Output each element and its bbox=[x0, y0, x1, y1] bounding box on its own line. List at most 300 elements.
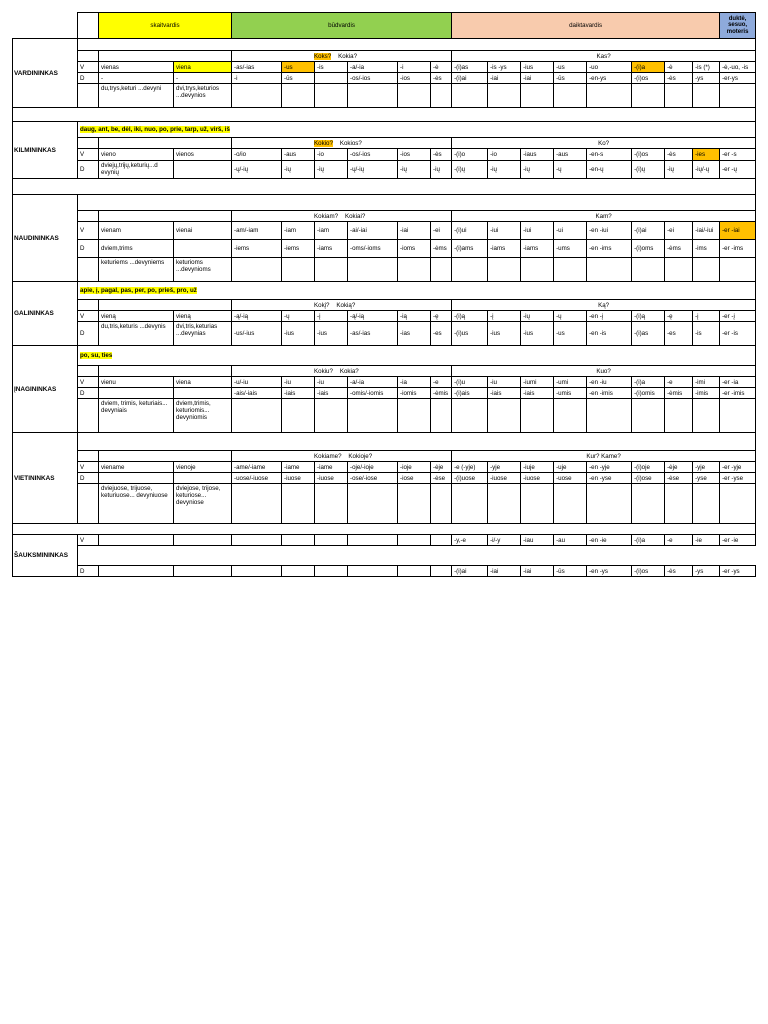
table-cell bbox=[348, 484, 398, 524]
case-name: KILMININKAS bbox=[13, 122, 78, 179]
header-extra: duktė, sesuo, moteris bbox=[720, 13, 756, 39]
table-cell bbox=[99, 451, 232, 462]
daiktavardis-ending: -(i)ai bbox=[452, 73, 488, 84]
daiktavardis-ending: -ę bbox=[665, 311, 693, 322]
number-label: D bbox=[78, 73, 99, 84]
table-cell bbox=[78, 195, 756, 211]
budvardis-ending: -us/-ius bbox=[232, 322, 282, 346]
daiktavardis-ending: -er -is bbox=[720, 322, 756, 346]
daiktavardis-ending: -iai bbox=[488, 566, 521, 577]
table-cell bbox=[521, 484, 554, 524]
skaitvardis-plural-f: dviejose, trijose, keturiose... devyniose bbox=[174, 484, 232, 524]
table-cell bbox=[232, 258, 282, 282]
skaitvardis-m: vienu bbox=[99, 377, 174, 388]
table-cell bbox=[78, 138, 99, 149]
skaitvardis-f bbox=[174, 240, 232, 258]
prepositions bbox=[78, 346, 756, 366]
daiktavardis-ending: -iumi bbox=[521, 377, 554, 388]
table-cell bbox=[315, 484, 348, 524]
daiktavardis-ending: -iai bbox=[488, 73, 521, 84]
table-cell bbox=[13, 108, 756, 122]
daiktavardis-ending: -er -s bbox=[720, 149, 756, 161]
budvardis-ending: -omis/-iomis bbox=[348, 388, 398, 399]
budvardis-ending: -us bbox=[282, 62, 315, 73]
daiktavardis-ending: -i/-y bbox=[488, 535, 521, 546]
table-cell bbox=[348, 84, 398, 108]
daiktavardis-ending: -er -yje bbox=[720, 462, 756, 473]
table-cell bbox=[78, 211, 99, 222]
skaitvardis-m bbox=[99, 388, 174, 399]
skaitvardis-plural-f: dviem,trimis, keturiomis... devyniomis bbox=[174, 399, 232, 433]
daiktavardis-ending: -en -ie bbox=[587, 535, 632, 546]
budvardis-ending: -io bbox=[315, 149, 348, 161]
table-cell bbox=[232, 399, 282, 433]
table-cell bbox=[720, 484, 756, 524]
daiktavardis-ending: -(i)a bbox=[632, 535, 665, 546]
budvardis-ending: -i bbox=[232, 73, 282, 84]
table-cell bbox=[282, 258, 315, 282]
daiktavardis-ending: -(i)omis bbox=[632, 388, 665, 399]
table-cell bbox=[232, 566, 282, 577]
question-2: Kokioje? bbox=[348, 452, 373, 460]
question-daiktavardis: Kam? bbox=[452, 211, 756, 222]
budvardis-ending: -ią bbox=[398, 311, 431, 322]
table-cell bbox=[78, 13, 99, 39]
budvardis-ending: -ėmis bbox=[431, 388, 452, 399]
budvardis-ending: -es bbox=[431, 322, 452, 346]
table-cell bbox=[282, 566, 315, 577]
daiktavardis-ending: -ius bbox=[521, 322, 554, 346]
table-cell bbox=[431, 84, 452, 108]
budvardis-ending: -aus bbox=[282, 149, 315, 161]
skaitvardis-m: vieno bbox=[99, 149, 174, 161]
budvardis-ending: -ės bbox=[431, 149, 452, 161]
table-cell bbox=[452, 84, 488, 108]
question-1: Kokiu? bbox=[314, 367, 333, 375]
table-cell bbox=[488, 258, 521, 282]
budvardis-ending: -os/-ios bbox=[348, 73, 398, 84]
daiktavardis-ending: -ys bbox=[693, 566, 720, 577]
budvardis-ending: -ėje bbox=[431, 462, 452, 473]
table-cell bbox=[13, 524, 756, 535]
daiktavardis-ending: -us bbox=[554, 322, 587, 346]
number-label: D bbox=[78, 161, 99, 179]
daiktavardis-ending: -(i)ai bbox=[452, 566, 488, 577]
daiktavardis-ending: -ims bbox=[693, 240, 720, 258]
skaitvardis-plural-m: dviem, trimis, keturiais... devyniais bbox=[99, 399, 174, 433]
budvardis-ending: -is bbox=[315, 62, 348, 73]
table-cell bbox=[78, 484, 99, 524]
budvardis-ending: -iais bbox=[282, 388, 315, 399]
table-cell bbox=[720, 84, 756, 108]
header-skaitvardis: skaitvardis bbox=[99, 13, 232, 39]
budvardis-ending: -iu bbox=[315, 377, 348, 388]
prepositions bbox=[78, 282, 756, 300]
budvardis-ending: -as/-ias bbox=[348, 322, 398, 346]
table-cell bbox=[720, 258, 756, 282]
skaitvardis-plural-m: dviejuose, trijuose, keturiuose... devyniuose bbox=[99, 484, 174, 524]
table-cell bbox=[232, 84, 282, 108]
daiktavardis-ending: -(i)as bbox=[632, 322, 665, 346]
table-cell bbox=[78, 258, 99, 282]
daiktavardis-ending: -(i)ais bbox=[452, 388, 488, 399]
budvardis-ending: -ios bbox=[398, 73, 431, 84]
case-name: GALININKAS bbox=[13, 282, 78, 346]
table-cell bbox=[398, 258, 431, 282]
table-cell bbox=[693, 258, 720, 282]
daiktavardis-ending: -er -į bbox=[720, 311, 756, 322]
table-cell bbox=[78, 399, 99, 433]
budvardis-ending: -ias bbox=[398, 322, 431, 346]
table-cell bbox=[99, 138, 232, 149]
daiktavardis-ending: -ių bbox=[521, 311, 554, 322]
daiktavardis-ending: -ei bbox=[665, 222, 693, 240]
question-2: Kokia? bbox=[338, 52, 358, 60]
daiktavardis-ending: -e (-yje) bbox=[452, 462, 488, 473]
daiktavardis-ending: -(i)ą bbox=[632, 311, 665, 322]
budvardis-ending: -a/-ia bbox=[348, 62, 398, 73]
daiktavardis-ending: -į bbox=[693, 311, 720, 322]
daiktavardis-ending: -er -imis bbox=[720, 388, 756, 399]
budvardis-ending: -iame bbox=[282, 462, 315, 473]
skaitvardis-m: du,tris,keturis ...devynis bbox=[99, 322, 174, 346]
table-cell bbox=[431, 258, 452, 282]
budvardis-ending: -ių bbox=[315, 161, 348, 179]
daiktavardis-ending: -en-s bbox=[587, 149, 632, 161]
skaitvardis-f: vieną bbox=[174, 311, 232, 322]
case-name: VIETININKAS bbox=[13, 433, 78, 524]
daiktavardis-ending: -ė,-uo, -is bbox=[720, 62, 756, 73]
table-cell bbox=[78, 39, 756, 51]
daiktavardis-ending: -iams bbox=[521, 240, 554, 258]
budvardis-ending: -ų/-ių bbox=[348, 161, 398, 179]
question-1: Koks? bbox=[314, 52, 332, 60]
budvardis-ending: -ėse bbox=[431, 473, 452, 484]
budvardis-ending: -į bbox=[315, 311, 348, 322]
question-daiktavardis: Kur? Kame? bbox=[452, 451, 756, 462]
skaitvardis-f: viena bbox=[174, 377, 232, 388]
budvardis-ending: -iose bbox=[398, 473, 431, 484]
budvardis-ending: -iu bbox=[282, 377, 315, 388]
question-2: Kokią? bbox=[336, 301, 356, 309]
daiktavardis-ending: -ūs bbox=[554, 566, 587, 577]
daiktavardis-ending: -en -imis bbox=[587, 388, 632, 399]
table-cell bbox=[632, 399, 665, 433]
declension-sheet bbox=[12, 12, 755, 577]
budvardis-ending: -o/io bbox=[232, 149, 282, 161]
daiktavardis-ending: -iuje bbox=[521, 462, 554, 473]
daiktavardis-ending: -(i)us bbox=[452, 322, 488, 346]
table-cell bbox=[632, 258, 665, 282]
skaitvardis-plural-f: keturioms ...devynioms bbox=[174, 258, 232, 282]
daiktavardis-ending: -imis bbox=[693, 388, 720, 399]
number-label: V bbox=[78, 462, 99, 473]
daiktavardis-ending: -(i)oms bbox=[632, 240, 665, 258]
budvardis-ending: -ą/-ią bbox=[348, 311, 398, 322]
budvardis-ending: -oje/-ioje bbox=[348, 462, 398, 473]
daiktavardis-ending: -uose bbox=[554, 473, 587, 484]
table-cell bbox=[720, 399, 756, 433]
daiktavardis-ending: -iams bbox=[488, 240, 521, 258]
budvardis-ending: -iam bbox=[315, 222, 348, 240]
budvardis-ending: -ę bbox=[431, 311, 452, 322]
question-1: Kokį? bbox=[314, 301, 330, 309]
skaitvardis-m: vieną bbox=[99, 311, 174, 322]
daiktavardis-ending: -us bbox=[554, 62, 587, 73]
table-cell bbox=[13, 179, 756, 195]
skaitvardis-m: - bbox=[99, 73, 174, 84]
table-cell bbox=[665, 399, 693, 433]
table-cell bbox=[398, 566, 431, 577]
number-label: D bbox=[78, 240, 99, 258]
daiktavardis-ending: -ie bbox=[693, 535, 720, 546]
daiktavardis-ending: -e bbox=[665, 535, 693, 546]
budvardis-ending: -iuose bbox=[282, 473, 315, 484]
daiktavardis-ending: -(i)uose bbox=[452, 473, 488, 484]
question-daiktavardis: Ką? bbox=[452, 300, 756, 311]
table-cell bbox=[431, 484, 452, 524]
skaitvardis-plural-f: dvi,trys,keturios ...devynios bbox=[174, 84, 232, 108]
skaitvardis-f: vienos bbox=[174, 149, 232, 161]
daiktavardis-ending: -es bbox=[665, 322, 693, 346]
table-cell bbox=[587, 399, 632, 433]
daiktavardis-ending: -yje bbox=[488, 462, 521, 473]
daiktavardis-ending: -ūs bbox=[554, 73, 587, 84]
table-cell bbox=[665, 84, 693, 108]
skaitvardis-plural-m: du,trys,keturi ...devyni bbox=[99, 84, 174, 108]
daiktavardis-ending: -uo bbox=[587, 62, 632, 73]
daiktavardis-ending: -(i)os bbox=[632, 73, 665, 84]
question-budvardis bbox=[232, 300, 452, 311]
daiktavardis-ending: -en -ims bbox=[587, 240, 632, 258]
daiktavardis-ending: -y,-e bbox=[452, 535, 488, 546]
table-cell bbox=[282, 84, 315, 108]
daiktavardis-ending: -is bbox=[693, 322, 720, 346]
budvardis-ending: -e bbox=[431, 377, 452, 388]
table-cell bbox=[554, 484, 587, 524]
daiktavardis-ending: -umi bbox=[554, 377, 587, 388]
daiktavardis-ending: -en -iui bbox=[587, 222, 632, 240]
daiktavardis-ending: -ės bbox=[665, 149, 693, 161]
budvardis-ending: -ūs bbox=[282, 73, 315, 84]
case-name: ĮNAGININKAS bbox=[13, 346, 78, 433]
table-cell bbox=[554, 399, 587, 433]
budvardis-ending: -ių bbox=[398, 161, 431, 179]
number-label: D bbox=[78, 473, 99, 484]
table-cell bbox=[315, 566, 348, 577]
daiktavardis-ending: -er-ys bbox=[720, 73, 756, 84]
table-cell bbox=[431, 399, 452, 433]
budvardis-ending: -iais bbox=[315, 388, 348, 399]
daiktavardis-ending: -iuose bbox=[488, 473, 521, 484]
budvardis-ending: -ė bbox=[431, 62, 452, 73]
skaitvardis-m: vienam bbox=[99, 222, 174, 240]
budvardis-ending: -a/-ia bbox=[348, 377, 398, 388]
budvardis-ending: -ei bbox=[431, 222, 452, 240]
budvardis-ending: -iomis bbox=[398, 388, 431, 399]
budvardis-ending: -ėms bbox=[431, 240, 452, 258]
daiktavardis-ending: -ė bbox=[665, 62, 693, 73]
skaitvardis-f bbox=[174, 388, 232, 399]
daiktavardis-ending: -en -iu bbox=[587, 377, 632, 388]
budvardis-ending: -ios bbox=[398, 149, 431, 161]
daiktavardis-ending: -ėje bbox=[665, 462, 693, 473]
table-cell bbox=[315, 84, 348, 108]
daiktavardis-ending: -er -ys bbox=[720, 566, 756, 577]
skaitvardis-f bbox=[174, 473, 232, 484]
skaitvardis-f: viena bbox=[174, 62, 232, 73]
table-cell bbox=[632, 484, 665, 524]
skaitvardis-f: vienoje bbox=[174, 462, 232, 473]
daiktavardis-ending: -aus bbox=[554, 149, 587, 161]
daiktavardis-ending: -ės bbox=[665, 566, 693, 577]
skaitvardis-f bbox=[174, 161, 232, 179]
question-1: Kokiam? bbox=[314, 212, 339, 220]
question-1: Kokiame? bbox=[314, 452, 342, 460]
table-cell bbox=[587, 84, 632, 108]
budvardis-ending: -ia bbox=[398, 377, 431, 388]
number-label: D bbox=[78, 388, 99, 399]
budvardis-ending: -ą/-ią bbox=[232, 311, 282, 322]
declension-table bbox=[12, 12, 756, 577]
number-label: D bbox=[78, 322, 99, 346]
daiktavardis-ending: -en -is bbox=[587, 322, 632, 346]
number-label: V bbox=[78, 222, 99, 240]
table-cell bbox=[78, 451, 99, 462]
daiktavardis-ending: -io bbox=[488, 149, 521, 161]
daiktavardis-ending: -ės bbox=[665, 73, 693, 84]
table-cell bbox=[632, 84, 665, 108]
daiktavardis-ending: -iuose bbox=[521, 473, 554, 484]
table-cell bbox=[348, 399, 398, 433]
table-cell bbox=[99, 300, 232, 311]
table-cell bbox=[315, 399, 348, 433]
daiktavardis-ending: -(i)u bbox=[452, 377, 488, 388]
daiktavardis-ending: -(i)a bbox=[632, 62, 665, 73]
daiktavardis-ending: -(i)o bbox=[452, 149, 488, 161]
daiktavardis-ending: -ies bbox=[693, 149, 720, 161]
budvardis-ending: -ių bbox=[431, 161, 452, 179]
question-2: Kokia? bbox=[339, 367, 359, 375]
question-daiktavardis: Kas? bbox=[452, 51, 756, 62]
number-label: V bbox=[78, 311, 99, 322]
budvardis-ending: -ioje bbox=[398, 462, 431, 473]
question-daiktavardis: Ko? bbox=[452, 138, 756, 149]
table-cell bbox=[398, 84, 431, 108]
table-cell bbox=[232, 535, 282, 546]
table-cell bbox=[521, 84, 554, 108]
daiktavardis-ending: -(i)os bbox=[632, 566, 665, 577]
daiktavardis-ending: -(i)ą bbox=[452, 311, 488, 322]
daiktavardis-ending: -umis bbox=[554, 388, 587, 399]
question-daiktavardis: Kuo? bbox=[452, 366, 756, 377]
daiktavardis-ending: -au bbox=[554, 535, 587, 546]
daiktavardis-ending: -į bbox=[488, 311, 521, 322]
table-cell bbox=[587, 258, 632, 282]
daiktavardis-ending: -er -ie bbox=[720, 535, 756, 546]
budvardis-ending: -iai bbox=[398, 222, 431, 240]
question-budvardis bbox=[232, 51, 452, 62]
daiktavardis-ending: -ių bbox=[665, 161, 693, 179]
daiktavardis-ending: -er -ims bbox=[720, 240, 756, 258]
daiktavardis-ending: -en -į bbox=[587, 311, 632, 322]
daiktavardis-ending: -yje bbox=[693, 462, 720, 473]
daiktavardis-ending: -en -yje bbox=[587, 462, 632, 473]
daiktavardis-ending: -er -ia bbox=[720, 377, 756, 388]
budvardis-ending: -iams bbox=[315, 240, 348, 258]
budvardis-ending: -ais/-iais bbox=[232, 388, 282, 399]
table-cell bbox=[78, 366, 99, 377]
case-name: NAUDININKAS bbox=[13, 195, 78, 282]
daiktavardis-ending: -iau bbox=[521, 535, 554, 546]
daiktavardis-ending: -ius bbox=[521, 62, 554, 73]
budvardis-ending: -ame/-iame bbox=[232, 462, 282, 473]
daiktavardis-ending: -ų bbox=[554, 311, 587, 322]
daiktavardis-ending: -iai bbox=[521, 566, 554, 577]
daiktavardis-ending: -iaus bbox=[521, 149, 554, 161]
table-cell bbox=[452, 258, 488, 282]
daiktavardis-ending: -ėmis bbox=[665, 388, 693, 399]
daiktavardis-ending: -en-ų bbox=[587, 161, 632, 179]
table-cell bbox=[282, 484, 315, 524]
budvardis-ending: -ų/-ių bbox=[232, 161, 282, 179]
daiktavardis-ending: -(i)ui bbox=[452, 222, 488, 240]
header-daiktavardis: daiktavardis bbox=[452, 13, 720, 39]
table-cell bbox=[78, 433, 756, 451]
budvardis-ending: -ų bbox=[282, 311, 315, 322]
table-cell bbox=[174, 535, 232, 546]
table-cell bbox=[554, 258, 587, 282]
skaitvardis-m: vienas bbox=[99, 62, 174, 73]
table-cell bbox=[488, 484, 521, 524]
budvardis-ending bbox=[315, 73, 348, 84]
budvardis-ending: -ių bbox=[282, 161, 315, 179]
daiktavardis-ending: -(i)as bbox=[452, 62, 488, 73]
budvardis-ending: -iam bbox=[282, 222, 315, 240]
budvardis-ending: -as/-ias bbox=[232, 62, 282, 73]
skaitvardis-m: viename bbox=[99, 462, 174, 473]
budvardis-ending: -i bbox=[398, 62, 431, 73]
header-budvardis: būdvardis bbox=[232, 13, 452, 39]
budvardis-ending: -ės bbox=[431, 73, 452, 84]
prepositions-text: po, su, ties bbox=[80, 352, 113, 359]
table-cell bbox=[348, 258, 398, 282]
skaitvardis-f: dvi,tris,keturias ...devynias bbox=[174, 322, 232, 346]
daiktavardis-ending: -ių bbox=[521, 161, 554, 179]
table-cell bbox=[78, 546, 756, 566]
budvardis-ending: -ai/-iai bbox=[348, 222, 398, 240]
table-cell bbox=[99, 566, 174, 577]
daiktavardis-ending: -iai bbox=[521, 73, 554, 84]
skaitvardis-m: dviejų,trijų,keturių...d evynių bbox=[99, 161, 174, 179]
prepositions-text: apie, į, pagal, pas, per, po, prieš, pro, už bbox=[80, 287, 197, 294]
daiktavardis-ending: -is (*) bbox=[693, 62, 720, 73]
budvardis-ending: -iems bbox=[282, 240, 315, 258]
daiktavardis-ending: -ys bbox=[693, 73, 720, 84]
daiktavardis-ending: -ėse bbox=[665, 473, 693, 484]
table-cell bbox=[282, 399, 315, 433]
question-budvardis bbox=[232, 138, 452, 149]
daiktavardis-ending: -en-ys bbox=[587, 73, 632, 84]
question-2: Kokios? bbox=[339, 139, 362, 147]
table-cell bbox=[431, 566, 452, 577]
daiktavardis-ending: -(i)oje bbox=[632, 462, 665, 473]
table-cell bbox=[315, 535, 348, 546]
daiktavardis-ending: -yse bbox=[693, 473, 720, 484]
daiktavardis-ending: -e bbox=[665, 377, 693, 388]
table-cell bbox=[13, 13, 78, 39]
daiktavardis-ending: -iui bbox=[488, 222, 521, 240]
